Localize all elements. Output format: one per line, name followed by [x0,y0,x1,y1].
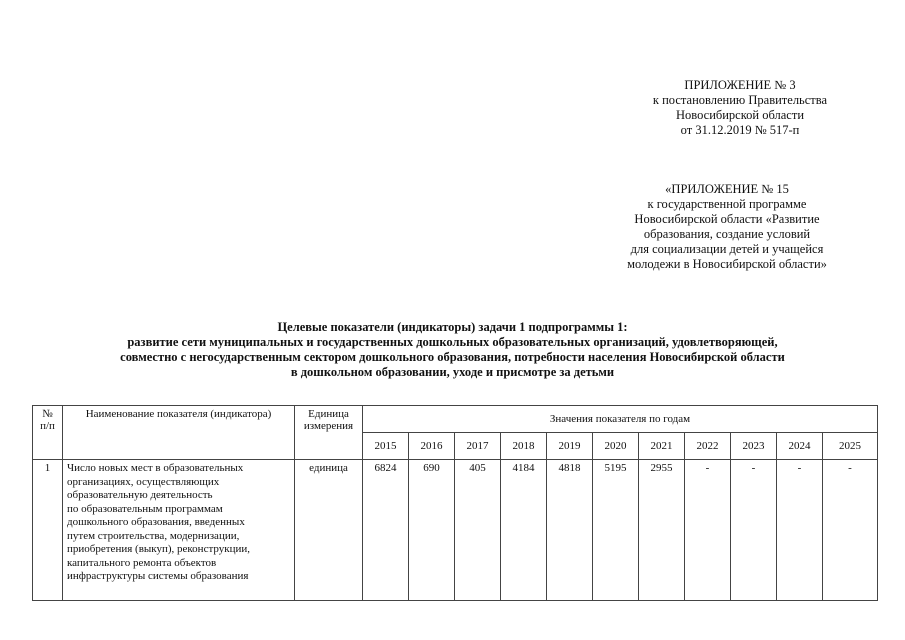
indicators-table [32,405,878,601]
appendix-reference-decree [640,78,840,138]
header-year: 2018 [501,433,547,460]
cell-value: - [823,460,878,601]
cell-value: 4818 [547,460,593,601]
cell-value: - [777,460,823,601]
header-year: 2021 [639,433,685,460]
header-year: 2024 [777,433,823,460]
header-year: 2016 [409,433,455,460]
title-line: в дошкольном образовании, уходе и присмотре за детьми [290,365,615,379]
appendix-line: ПРИЛОЖЕНИЕ № 3 [684,78,796,92]
cell-value: 6824 [363,460,409,601]
header-year: 2022 [685,433,731,460]
title-line: развитие сети муниципальных и государственных дошкольных образовательных организаций, удовлетворяющей, [127,335,778,349]
header-year: 2015 [363,433,409,460]
header-unit: Единица измерения [295,406,363,460]
cell-unit: единица [295,460,363,601]
header-year: 2023 [731,433,777,460]
indicator-name-line: инфраструктуры системы образования [67,570,249,582]
header-num: № п/п [33,406,63,460]
cell-value: 2955 [639,460,685,601]
indicator-name-line: капитального ремонта объектов [67,556,217,569]
header-year: 2025 [823,433,878,460]
header-values-by-year: Значения показателя по годам [363,406,878,433]
cell-value: 405 [455,460,501,601]
indicator-name-line: путем строительства, модернизации, [67,529,240,542]
appendix-reference-program [597,182,857,272]
cell-value: 4184 [501,460,547,601]
title-line: совместно с негосударственным сектором дошкольного образования, потребности населения Новосибирской области [120,350,785,364]
appendix-line: молодежи в Новосибирской области» [627,257,827,271]
header-year: 2020 [593,433,639,460]
indicator-name-line: организациях, осуществляющих [67,475,220,488]
appendix-line: для социализации детей и учащейся [630,242,824,256]
cell-value: 5195 [593,460,639,601]
cell-value: 690 [409,460,455,601]
appendix-line: «ПРИЛОЖЕНИЕ № 15 [665,182,789,196]
table-row [33,460,878,601]
header-year: 2017 [455,433,501,460]
appendix-line: от 31.12.2019 № 517-п [680,123,800,137]
appendix-line: Новосибирской области [675,108,805,122]
appendix-line: Новосибирской области «Развитие [634,212,820,226]
cell-value: - [685,460,731,601]
indicator-name-line: Число новых мест в образовательных [67,462,244,474]
indicator-name-line: дошкольного образования, введенных [67,516,245,528]
cell-value: - [731,460,777,601]
appendix-line: к постановлению Правительства [652,93,828,107]
cell-num: 1 [33,460,63,601]
header-year: 2019 [547,433,593,460]
appendix-line: к государственной программе [647,197,807,211]
appendix-line: образования, создание условий [643,227,811,241]
title-line: Целевые показатели (индикаторы) задачи 1 подпрограммы 1: [277,320,628,334]
indicator-name-line: по образовательным программам [67,502,223,515]
indicator-name-line: образовательную деятельность [67,489,213,501]
indicator-name-line: приобретения (выкуп), реконструкции, [67,543,250,555]
cell-indicator-name [63,460,295,601]
header-name: Наименование показателя (индикатора) [63,406,295,460]
document-title [0,320,905,380]
